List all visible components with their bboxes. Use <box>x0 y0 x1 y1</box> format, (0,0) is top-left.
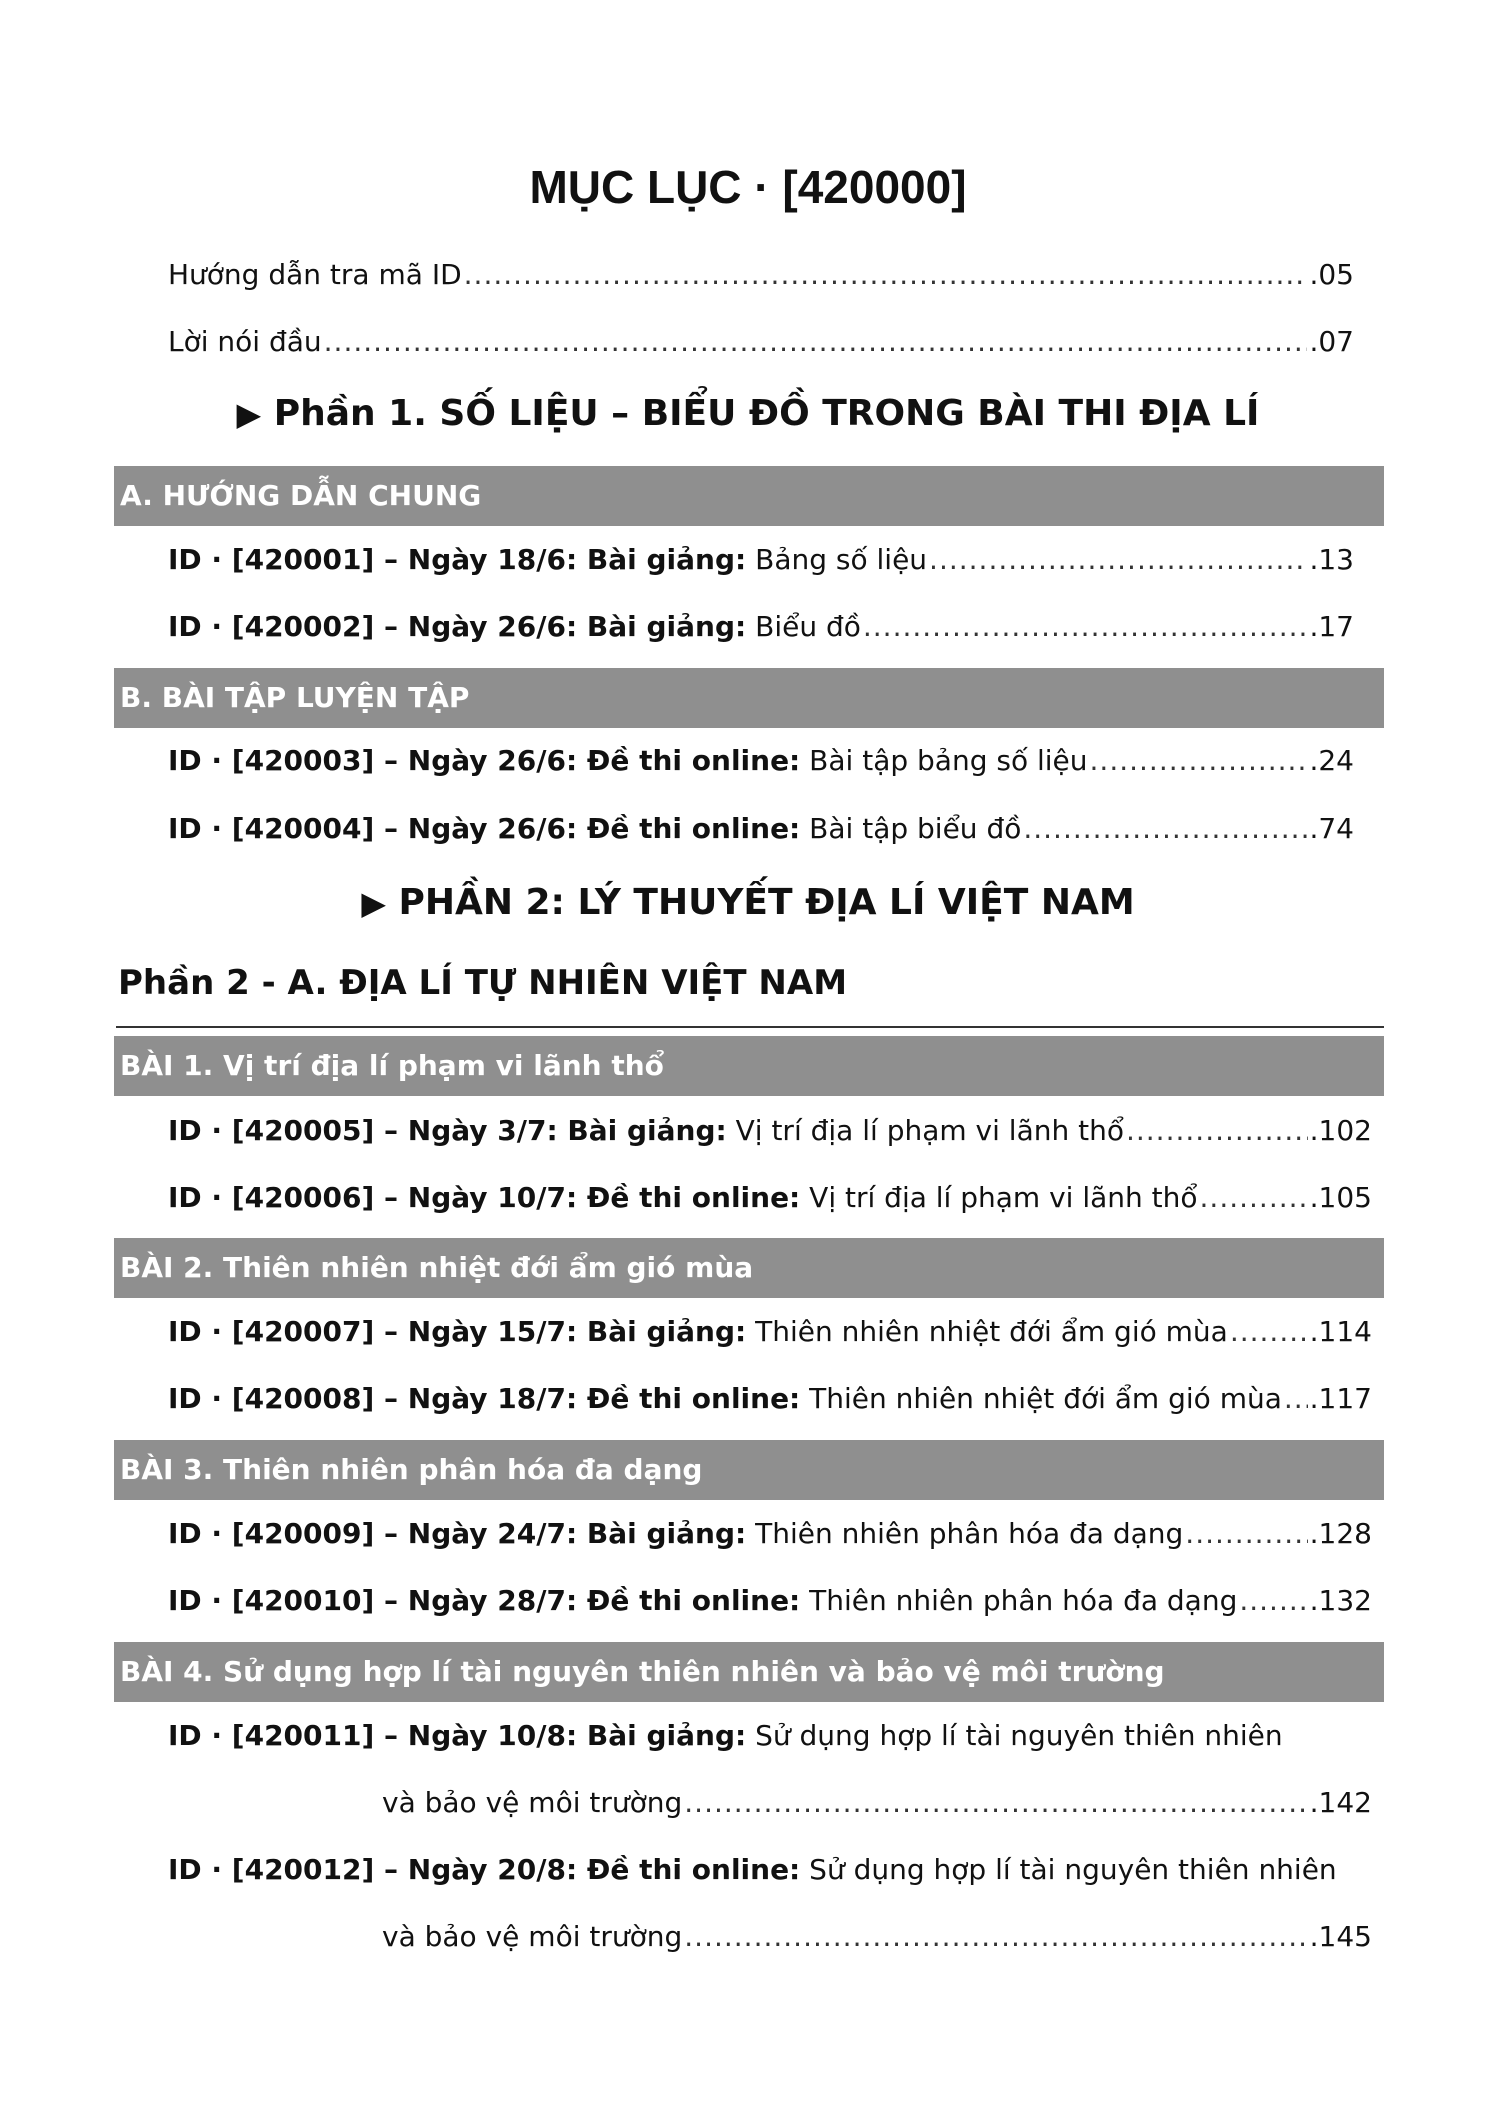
entry-text: Bài tập biểu đồ <box>800 812 1022 845</box>
dot-leader <box>324 325 1308 358</box>
toc-entry-420007[interactable] <box>168 1315 1372 1355</box>
dot-leader <box>1126 1114 1308 1147</box>
page-number: .102 <box>1309 1114 1372 1147</box>
page-number: .117 <box>1309 1382 1372 1415</box>
entry-text: Thiên nhiên nhiệt đới ẩm gió mùa <box>746 1315 1228 1348</box>
entry-text: Sử dụng hợp lí tài nguyên thiên nhiên <box>800 1853 1337 1886</box>
section-header-a: A. HƯỚNG DẪN CHUNG <box>114 466 1384 526</box>
page-number: .142 <box>1309 1786 1372 1819</box>
toc-entry-420003[interactable] <box>168 744 1354 784</box>
entry-text: Vị trí địa lí phạm vi lãnh thổ <box>800 1181 1198 1214</box>
entry-text: Thiên nhiên phân hóa đa dạng <box>746 1517 1184 1550</box>
page-number: .05 <box>1309 258 1354 291</box>
toc-entry-420012[interactable] <box>168 1853 1372 1893</box>
dot-leader <box>1239 1584 1307 1617</box>
entry-prefix: ID · [420009] – Ngày 24/7: Bài giảng: <box>168 1517 747 1550</box>
dot-leader <box>1185 1517 1307 1550</box>
lesson-header-2: BÀI 2. Thiên nhiên nhiệt đới ẩm gió mùa <box>114 1238 1384 1298</box>
divider <box>116 1026 1384 1028</box>
entry-text-continued: và bảo vệ môi trường <box>382 1920 683 1953</box>
page-number: .114 <box>1309 1315 1372 1348</box>
toc-entry-420005[interactable] <box>168 1114 1372 1154</box>
play-triangle-icon: ▶ <box>361 884 386 922</box>
entry-text: Bài tập bảng số liệu <box>800 744 1088 777</box>
page-number: .13 <box>1309 543 1354 576</box>
lesson-header-4: BÀI 4. Sử dụng hợp lí tài nguyên thiên nhiên và bảo vệ môi trường <box>114 1642 1384 1702</box>
toc-entry-420004[interactable] <box>168 812 1354 852</box>
toc-entry-420011[interactable] <box>168 1719 1372 1759</box>
entry-prefix: ID · [420004] – Ngày 26/6: Đề thi online: <box>168 812 801 845</box>
page-number: .105 <box>1309 1181 1372 1214</box>
toc-entry-guide[interactable] <box>168 258 1354 298</box>
entry-text: Sử dụng hợp lí tài nguyên thiên nhiên <box>746 1719 1283 1752</box>
toc-entry-420008[interactable] <box>168 1382 1372 1422</box>
part-2-heading <box>0 882 1496 923</box>
toc-entry-420012-continued[interactable] <box>382 1920 1372 1960</box>
entry-prefix: ID · [420002] – Ngày 26/6: Bài giảng: <box>168 610 747 643</box>
entry-prefix: ID · [420001] – Ngày 18/6: Bài giảng: <box>168 543 747 576</box>
entry-text-continued: và bảo vệ môi trường <box>382 1786 683 1819</box>
entry-prefix: ID · [420005] – Ngày 3/7: Bài giảng: <box>168 1114 727 1147</box>
page-number: .17 <box>1309 610 1354 643</box>
part-1-heading <box>0 393 1496 434</box>
entry-prefix: ID · [420011] – Ngày 10/8: Bài giảng: <box>168 1719 747 1752</box>
page-number: .24 <box>1309 744 1354 777</box>
play-triangle-icon: ▶ <box>236 395 262 433</box>
entry-prefix: ID · [420006] – Ngày 10/7: Đề thi online: <box>168 1181 801 1214</box>
lesson-header-1: BÀI 1. Vị trí địa lí phạm vi lãnh thổ <box>114 1036 1384 1096</box>
entry-text: Vị trí địa lí phạm vi lãnh thổ <box>726 1114 1124 1147</box>
dot-leader <box>1023 812 1307 845</box>
entry-text: Biểu đồ <box>746 610 861 643</box>
entry-prefix: ID · [420003] – Ngày 26/6: Đề thi online: <box>168 744 801 777</box>
toc-entry-preface[interactable] <box>168 325 1354 365</box>
dot-leader <box>863 610 1308 643</box>
page-number: .145 <box>1309 1920 1372 1953</box>
part-2a-heading: Phần 2 - A. ĐỊA LÍ TỰ NHIÊN VIỆT NAM <box>118 963 848 1003</box>
toc-entry-420011-continued[interactable] <box>382 1786 1372 1826</box>
dot-leader <box>684 1920 1307 1953</box>
entry-text: Bảng số liệu <box>746 543 928 576</box>
toc-entry-420006[interactable] <box>168 1181 1372 1221</box>
toc-entry-420002[interactable] <box>168 610 1354 650</box>
dot-leader <box>1200 1181 1308 1214</box>
dot-leader <box>1284 1382 1308 1415</box>
entry-prefix: ID · [420010] – Ngày 28/7: Đề thi online: <box>168 1584 801 1617</box>
lesson-header-3: BÀI 3. Thiên nhiên phân hóa đa dạng <box>114 1440 1384 1500</box>
entry-prefix: ID · [420007] – Ngày 15/7: Bài giảng: <box>168 1315 747 1348</box>
toc-entry-420010[interactable] <box>168 1584 1372 1624</box>
part-1-heading-text: Phần 1. SỐ LIỆU – BIỂU ĐỒ TRONG BÀI THI ĐỊA LÍ <box>273 393 1260 434</box>
page-number: .07 <box>1309 325 1354 358</box>
entry-prefix: ID · [420012] – Ngày 20/8: Đề thi online: <box>168 1853 801 1886</box>
page-number: .132 <box>1309 1584 1372 1617</box>
entry-prefix: ID · [420008] – Ngày 18/7: Đề thi online: <box>168 1382 801 1415</box>
entry-text: Thiên nhiên nhiệt đới ẩm gió mùa <box>800 1382 1282 1415</box>
dot-leader <box>929 543 1307 576</box>
entry-text: Thiên nhiên phân hóa đa dạng <box>800 1584 1238 1617</box>
entry-text: Lời nói đầu <box>168 325 322 358</box>
dot-leader <box>1230 1315 1308 1348</box>
page-number: .74 <box>1309 812 1354 845</box>
entry-text: Hướng dẫn tra mã ID <box>168 258 462 291</box>
section-header-b: B. BÀI TẬP LUYỆN TẬP <box>114 668 1384 728</box>
dot-leader <box>684 1786 1307 1819</box>
toc-entry-420009[interactable] <box>168 1517 1372 1557</box>
dot-leader <box>464 258 1308 291</box>
toc-entry-420001[interactable] <box>168 543 1354 583</box>
part-2-heading-text: PHẦN 2: LÝ THUYẾT ĐỊA LÍ VIỆT NAM <box>398 882 1135 923</box>
page-title: MỤC LỤC · [420000] <box>529 161 967 213</box>
page-number: .128 <box>1309 1517 1372 1550</box>
dot-leader <box>1090 744 1308 777</box>
